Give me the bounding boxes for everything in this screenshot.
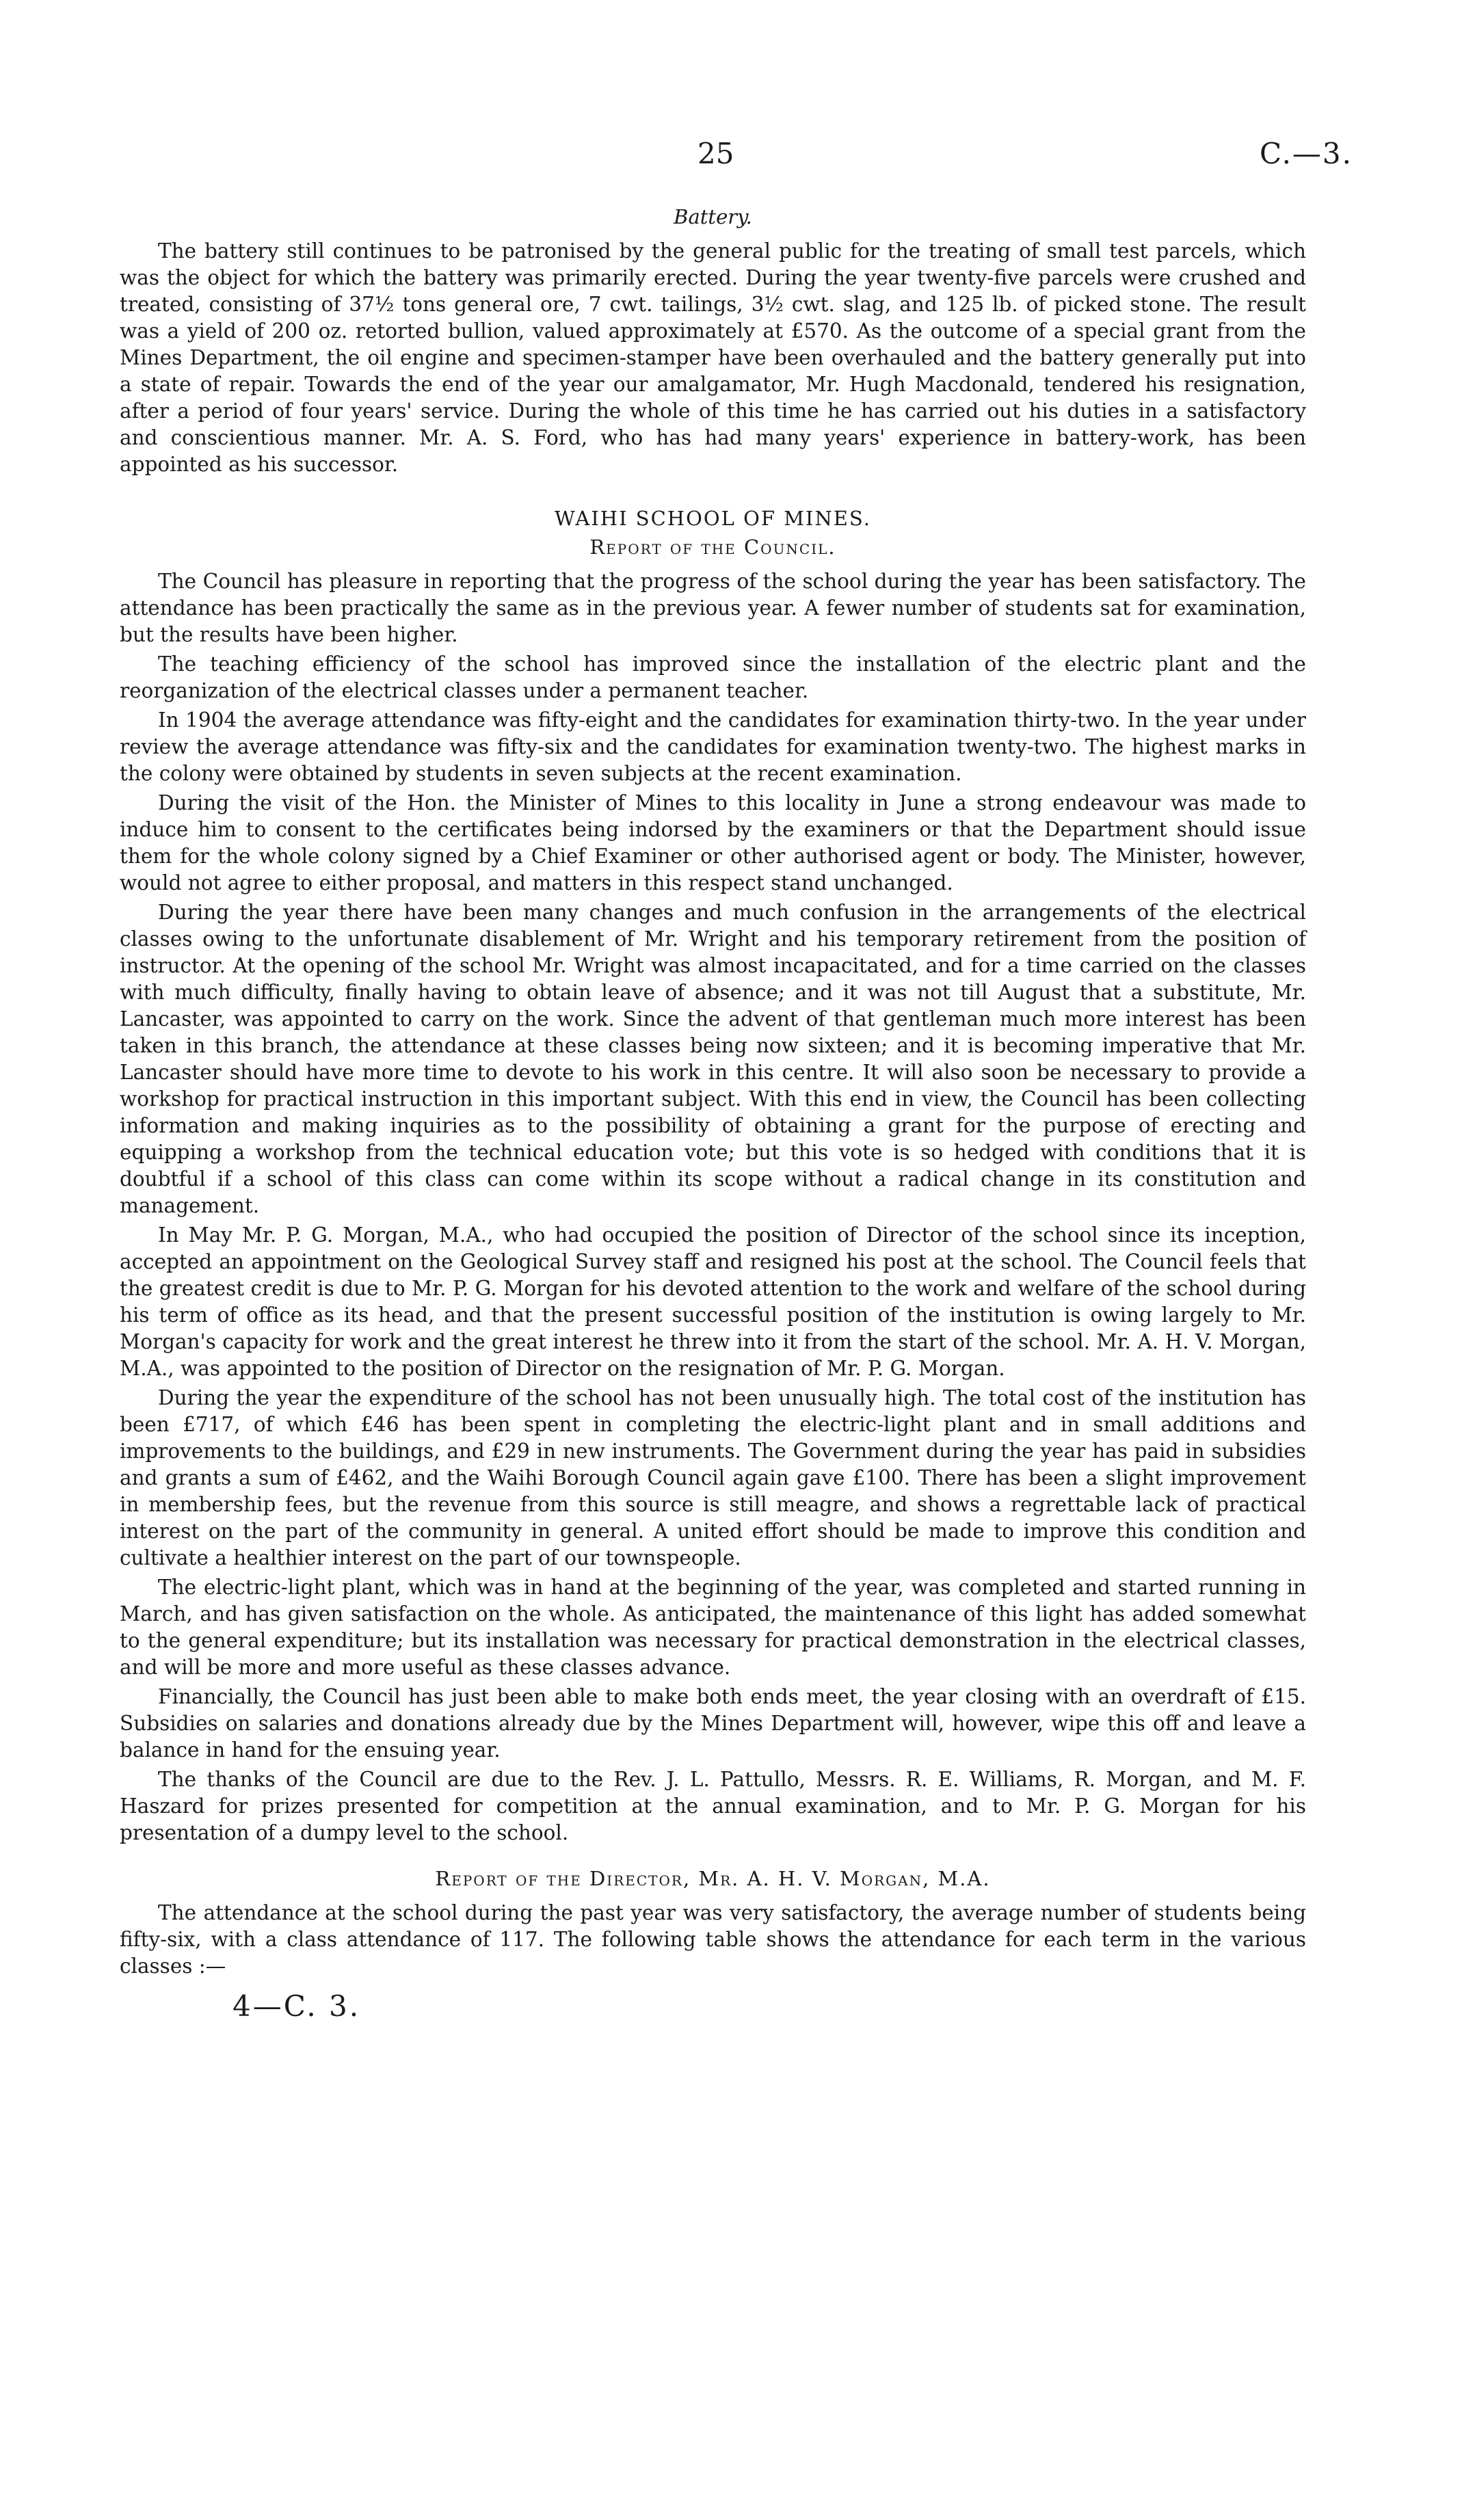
council-paragraph-7: During the year the expenditure of the school has not been unusually high. The total cost of the institution has been £717, of which £46 has been spent in completing the electric-light plant and in small additions and improvements to the buildings, and £29 in new instruments. The Government during the year has paid in subsidies and grants a sum of £462, and the Waihi Borough Council again gave £100. There has been a slight improvement in membership fees, but the revenue from this source is still meagre, and shows a regrettable lack of practical interest on the part of the community in general. A united effort should be made to improve this condition and cultivate a healthier interest on the part of our townspeople. <box>120 1386 1306 1569</box>
council-paragraph-4: During the visit of the Hon. the Minister of Mines to this locality in June a strong endeavour was made to induce him to consent to the certificates being indorsed by the examiners or that the Department should issue them for the whole colony signed by a Chief Examiner or other authorised agent or body. The Minister, however, would not agree to either proposal, and matters in this respect stand unchanged. <box>120 791 1306 894</box>
battery-title: Battery. <box>674 205 752 228</box>
council-report-section <box>120 507 1306 1846</box>
battery-section <box>120 205 1306 478</box>
page-number: 25 <box>697 137 734 170</box>
page-header <box>0 137 1462 178</box>
page-content <box>120 205 1306 2023</box>
director-report-section <box>120 1867 1306 1980</box>
council-paragraph-8: The electric-light plant, which was in hand at the beginning of the year, was completed and started running in March, and has given satisfaction on the whole. As anticipated, the maintenance of this light has added somewhat to the general expenditure; but its installation was necessary for practical demonstration in the electrical classes, and will be more and more useful as these classes advance. <box>120 1576 1306 1679</box>
director-report-heading: Report of the Director, Mr. A. H. V. Morgan, M.A. <box>435 1867 991 1890</box>
battery-paragraph-1: The battery still continues to be patronised by the general public for the treating of small test parcels, which was the object for which the battery was primarily erected. During the year twenty-five parcels were crushed and treated, consisting of 37½ tons general ore, 7 cwt. tailings, 3½ cwt. slag, and 125 lb. of picked stone. The result was a yield of 200 oz. retorted bullion, valued approximately at £570. As the outcome of a special grant from the Mines Department, the oil engine and specimen-stamper have been overhauled and the battery generally put into a state of repair. Towards the end of the year our amalgamator, Mr. Hugh Macdonald, tendered his resignation, after a period of four years' service. During the whole of this time he has carried out his duties in a satisfactory and conscientious manner. Mr. A. S. Ford, who has had many years' experience in battery-work, has been appointed as his successor. <box>120 239 1306 476</box>
signature-mark: 4—C. 3. <box>232 1989 361 2023</box>
council-paragraph-6: In May Mr. P. G. Morgan, M.A., who had occupied the position of Director of the school since its inception, accepted an appointment on the Geological Survey staff and resigned his post at the school. The Council feels that the greatest credit is due to Mr. P. G. Morgan for his devoted attention to the work and welfare of the school during his term of office as its head, and that the present successful position of the institution is owing largely to Mr. Morgan's capacity for work and the great interest he threw into it from the start of the school. Mr. A. H. V. Morgan, M.A., was appointed to the position of Director on the resignation of Mr. P. G. Morgan. <box>120 1223 1306 1380</box>
section-spacer <box>120 481 1306 507</box>
council-paragraph-1: The Council has pleasure in reporting that the progress of the school during the year has been satisfactory. The attendance has been practically the same as in the previous year. A fewer number of students sat for examination, but the results have been higher. <box>120 570 1306 646</box>
council-paragraph-9: Financially, the Council has just been able to make both ends meet, the year closing with an overdraft of £15. Subsidies on salaries and donations already due by the Mines Department will, however, wipe this off and leave a balance in hand for the ensuing year. <box>120 1685 1306 1762</box>
council-report-heading: Report of the Council. <box>589 535 836 559</box>
council-paragraph-2: The teaching efficiency of the school has improved since the installation of the electric plant and the reorganization of the electrical classes under a permanent teacher. <box>120 652 1306 702</box>
council-paragraph-3: In 1904 the average attendance was fifty-eight and the candidates for examination thirty-two. In the year under review the average attendance was fifty-six and the candidates for examination twenty-two. The highest marks in the colony were obtained by students in seven subjects at the recent examination. <box>120 708 1306 785</box>
director-paragraph-1: The attendance at the school during the past year was very satisfactory, the average number of students being fifty-six, with a class attendance of 117. The following table shows the attendance for each term in the various classes :— <box>120 1901 1306 1978</box>
council-paragraph-10: The thanks of the Council are due to the Rev. J. L. Pattullo, Messrs. R. E. Williams, R. Morgan, and M. F. Haszard for prizes presented for competition at the annual examination, and to Mr. P. G. Morgan for his presentation of a dumpy level to the school. <box>120 1768 1306 1844</box>
section-spacer <box>120 1849 1306 1867</box>
school-heading: WAIHI SCHOOL OF MINES. <box>555 507 871 530</box>
document-reference: C.—3. <box>1259 137 1353 170</box>
council-paragraph-5: During the year there have been many changes and much confusion in the arrangements of the electrical classes owing to the unfortunate disablement of Mr. Wright and his temporary retirement from the position of instructor. At the opening of the school Mr. Wright was almost incapacitated, and for a time carried on the classes with much difficulty, finally having to obtain leave of absence; and it was not till August that a substitute, Mr. Lancaster, was appointed to carry on the work. Since the advent of that gentleman much more interest has been taken in this branch, the attendance at these classes being now sixteen; and it is becoming imperative that Mr. Lancaster should have more time to devote to his work in this centre. It will also soon be necessary to provide a workshop for practical instruction in this important subject. With this end in view, the Council has been collecting information and making inquiries as to the possibility of obtaining a grant for the purpose of erecting and equipping a workshop from the technical education vote; but this vote is so hedged with conditions that it is doubtful if a school of this class can come within its scope without a radical change in its constitution and management. <box>120 901 1306 1217</box>
